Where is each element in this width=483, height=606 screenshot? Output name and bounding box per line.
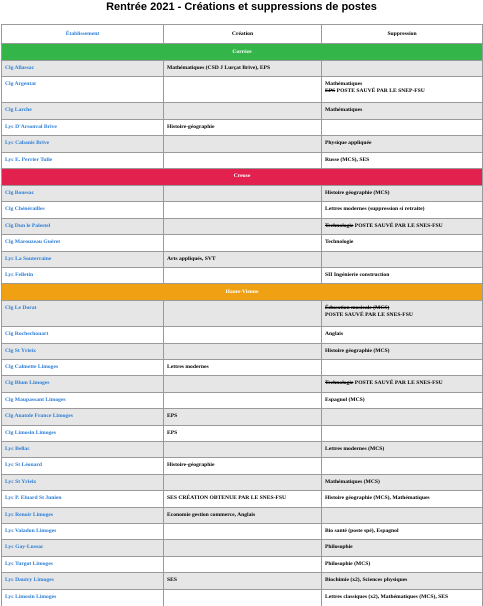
section-title: Haute-Vienne <box>2 284 483 301</box>
table-row <box>2 235 483 251</box>
creation-cell <box>164 136 322 152</box>
creation-cell: Mathématiques (CSD J Lurçat Brive), EPS <box>164 61 322 77</box>
etablissement-link[interactable]: Lyc Bellac <box>2 442 164 458</box>
creation-cell <box>164 77 322 103</box>
table-row <box>2 343 483 359</box>
etablissement-link[interactable]: Clg Chénérailles <box>2 202 164 218</box>
saved-note: POSTE SAUVÉ PAR LE SNES-FSU <box>325 312 413 319</box>
creation-cell <box>164 442 322 458</box>
struck-subject: Technologie <box>325 222 354 229</box>
etablissement-link[interactable]: Lyc D'Arsonval Brive <box>2 119 164 135</box>
table-row <box>2 442 483 458</box>
creation-cell <box>164 343 322 359</box>
etablissement-link[interactable]: Lyc Gay-Lussac <box>2 540 164 556</box>
table-header <box>2 25 483 44</box>
creation-cell: Arts appliqués, SVT <box>164 251 322 267</box>
table-row <box>2 185 483 201</box>
suppression-cell <box>322 425 483 441</box>
creation-cell <box>164 540 322 556</box>
suppression-cell <box>322 360 483 376</box>
table-row <box>2 556 483 572</box>
suppression-cell <box>322 251 483 267</box>
suppression-cell: Histoire géographie (MCS) <box>322 343 483 359</box>
etablissement-link[interactable]: Lyc P. Eluard St Junien <box>2 491 164 507</box>
etablissement-link[interactable]: Lyc Cabanis Brive <box>2 136 164 152</box>
creation-cell <box>164 523 322 539</box>
etablissement-link[interactable]: Lyc La Souterraine <box>2 251 164 267</box>
suppression-cell <box>322 301 483 327</box>
creation-cell <box>164 103 322 119</box>
creation-cell <box>164 556 322 572</box>
suppression-cell: Lettres modernes (suppression si retraite) <box>322 202 483 218</box>
suppression-cell: Histoire géographie (MCS) <box>322 185 483 201</box>
table-row <box>2 491 483 507</box>
creation-cell <box>164 218 322 234</box>
creation-cell <box>164 392 322 408</box>
table-row <box>2 360 483 376</box>
creation-cell <box>164 202 322 218</box>
table-row <box>2 474 483 490</box>
suppression-cell: Lettres modernes (MCS) <box>322 442 483 458</box>
creation-cell <box>164 327 322 343</box>
table-row <box>2 251 483 267</box>
saved-note: POSTE SAUVÉ PAR LE SNEP-FSU <box>335 88 425 95</box>
creation-cell: EPS <box>164 409 322 425</box>
saved-note: POSTE SAUVÉ PAR LE SNES-FSU <box>353 380 443 387</box>
table-row <box>2 523 483 539</box>
creation-cell: SES CRÉATION OBTENUE PAR LE SNES-FSU <box>164 491 322 507</box>
table-row <box>2 218 483 234</box>
etablissement-link[interactable]: Clg Argentat <box>2 77 164 103</box>
creation-cell: Histoire-géographie <box>164 458 322 474</box>
etablissement-link[interactable]: Lyc Renoir Limoges <box>2 507 164 523</box>
creation-cell <box>164 376 322 392</box>
creation-cell: SES <box>164 573 322 589</box>
table-row <box>2 202 483 218</box>
suppression-cell: Physique appliquée <box>322 136 483 152</box>
etablissement-link[interactable]: Lyc Dautry Limoges <box>2 573 164 589</box>
section-title: Corrèze <box>2 44 483 61</box>
etablissement-link[interactable]: Clg Marouzeau Guéret <box>2 235 164 251</box>
etablissement-link[interactable]: Clg Larche <box>2 103 164 119</box>
table-row <box>2 540 483 556</box>
creation-cell: Economie gestion commerce, Anglais <box>164 507 322 523</box>
creation-cell <box>164 235 322 251</box>
suppression-cell <box>322 458 483 474</box>
etablissement-link[interactable]: Lyc St Léonard <box>2 458 164 474</box>
struck-subject: Technologie <box>325 380 354 387</box>
postes-table <box>1 24 483 606</box>
suppression-cell: Anglais <box>322 327 483 343</box>
section-correze <box>2 44 483 61</box>
section-haute-vienne <box>2 284 483 301</box>
creation-cell <box>164 589 322 606</box>
creation-cell <box>164 152 322 168</box>
saved-note: POSTE SAUVÉ PAR LE SNES-FSU <box>353 222 443 229</box>
etablissement-link[interactable]: Clg St Yrieix <box>2 343 164 359</box>
etablissement-link[interactable]: Clg Calmette Limoges <box>2 360 164 376</box>
suppression-cell: Mathématiques (MCS) <box>322 474 483 490</box>
creation-cell <box>164 474 322 490</box>
suppression-cell: SII Ingénierie construction <box>322 267 483 283</box>
etablissement-link[interactable]: Clg Anatole France Limoges <box>2 409 164 425</box>
suppression-cell: Philosophie <box>322 540 483 556</box>
suppression-line1: Mathématiques <box>325 81 363 88</box>
etablissement-link[interactable]: Clg Le Dorat <box>2 301 164 327</box>
suppression-cell: Histoire géographie (MCS), Mathématiques <box>322 491 483 507</box>
etablissement-link[interactable]: Lyc E. Perrier Tulle <box>2 152 164 168</box>
table-row <box>2 376 483 392</box>
struck-subject: EPS <box>325 88 336 95</box>
table-row <box>2 425 483 441</box>
etablissement-link[interactable]: Clg Dun le Palestel <box>2 218 164 234</box>
etablissement-link[interactable]: Clg Allassac <box>2 61 164 77</box>
suppression-cell: Biochimie (x2), Sciences physiques <box>322 573 483 589</box>
suppression-cell: Lettres classiques (x2), Mathématiques (MCS), SES <box>322 589 483 606</box>
document-title: Rentrée 2021 - Créations et suppressions de postes <box>106 1 377 13</box>
header-etablissement: Établissement <box>2 25 164 44</box>
suppression-cell: Technologie <box>322 235 483 251</box>
suppression-cell <box>322 61 483 77</box>
suppression-cell <box>322 77 483 103</box>
suppression-cell <box>322 119 483 135</box>
suppression-cell: Bio santé (poste spé), Espagnol <box>322 523 483 539</box>
table-row <box>2 507 483 523</box>
table-row <box>2 589 483 606</box>
table-row <box>2 61 483 77</box>
table-row <box>2 392 483 408</box>
etablissement-link[interactable]: Clg Boussac <box>2 185 164 201</box>
creation-cell <box>164 301 322 327</box>
etablissement-link[interactable]: Lyc St Yrieix <box>2 474 164 490</box>
table-row <box>2 458 483 474</box>
suppression-cell <box>322 409 483 425</box>
table-row <box>2 267 483 283</box>
table-row <box>2 103 483 119</box>
section-title: Creuse <box>2 168 483 185</box>
creation-cell <box>164 185 322 201</box>
etablissement-link[interactable]: Clg Limosin Limoges <box>2 425 164 441</box>
table-row <box>2 573 483 589</box>
etablissement-link[interactable]: Lyc Valadon Limoges <box>2 523 164 539</box>
table-row <box>2 119 483 135</box>
etablissement-link[interactable]: Lyc Limosin Limoges <box>2 589 164 606</box>
creation-cell: EPS <box>164 425 322 441</box>
suppression-cell <box>322 507 483 523</box>
table-row <box>2 77 483 103</box>
struck-subject: Éducation musicale (MCS) <box>325 305 390 312</box>
suppression-cell: Mathématiques <box>322 103 483 119</box>
header-suppression: Suppression <box>322 25 483 44</box>
table-row <box>2 301 483 327</box>
suppression-cell <box>322 376 483 392</box>
suppression-cell: Espagnol (MCS) <box>322 392 483 408</box>
creation-cell: Histoire-géographie <box>164 119 322 135</box>
table-row <box>2 152 483 168</box>
suppression-cell: Philosophie (MCS) <box>322 556 483 572</box>
etablissement-link[interactable]: Clg Maupassant Limoges <box>2 392 164 408</box>
header-creation: Création <box>164 25 322 44</box>
creation-cell: Lettres modernes <box>164 360 322 376</box>
etablissement-link[interactable]: Clg Rochechouart <box>2 327 164 343</box>
table-row <box>2 327 483 343</box>
suppression-cell <box>322 218 483 234</box>
suppression-cell: Russe (MCS), SES <box>322 152 483 168</box>
table-row <box>2 409 483 425</box>
etablissement-link[interactable]: Clg Blum Limoges <box>2 376 164 392</box>
table-row <box>2 136 483 152</box>
etablissement-link[interactable]: Lyc Felletin <box>2 267 164 283</box>
creation-cell <box>164 267 322 283</box>
etablissement-link[interactable]: Lyc Turgot Limoges <box>2 556 164 572</box>
section-creuse <box>2 168 483 185</box>
